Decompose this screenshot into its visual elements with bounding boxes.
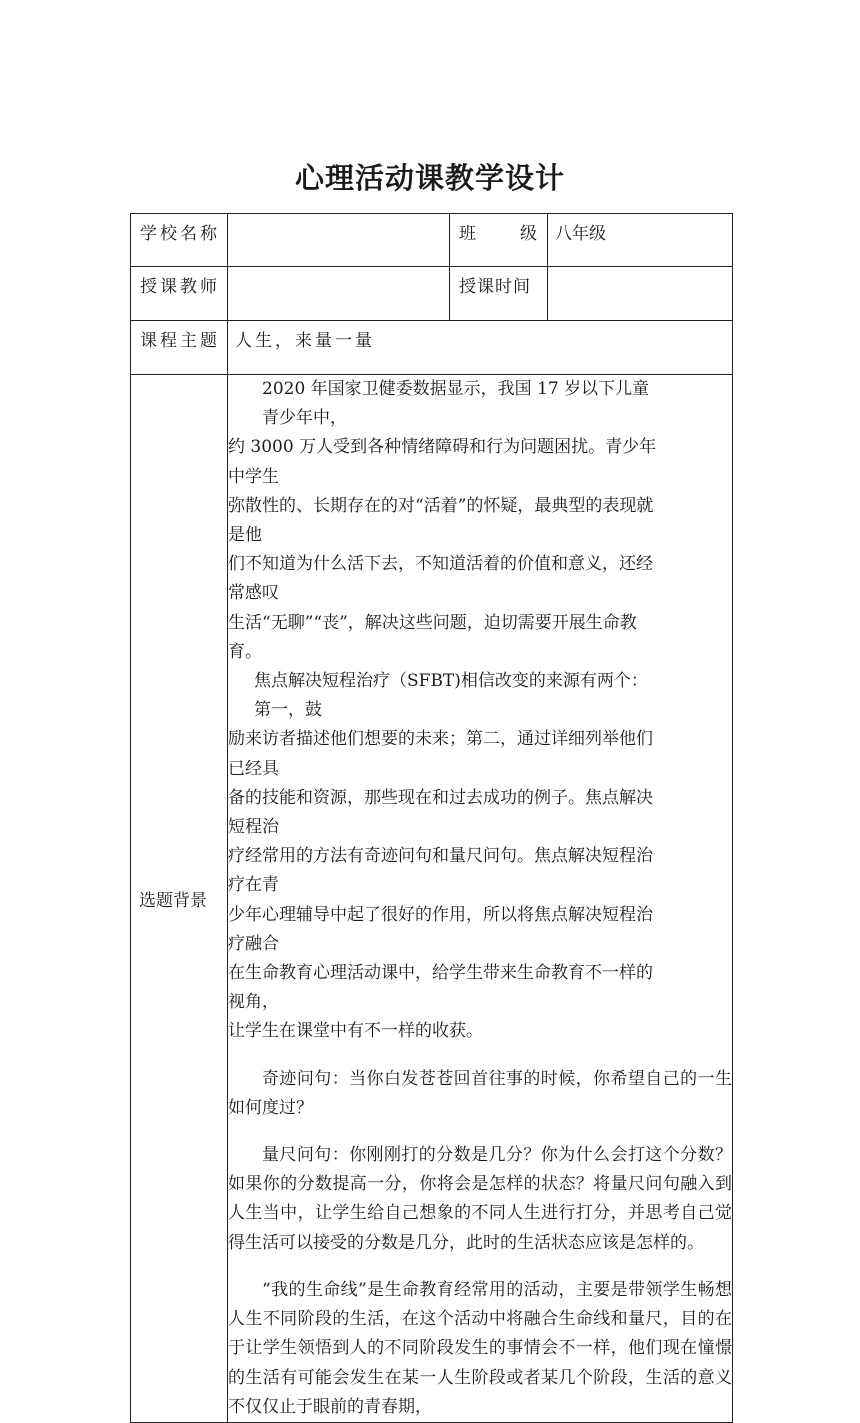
- class-label: [450, 214, 547, 244]
- class-label-part-a: 班: [459, 224, 476, 244]
- teacher-label: 授课教师: [140, 277, 220, 297]
- row-school: [131, 214, 733, 267]
- time-value: [548, 267, 732, 272]
- teacher-value-cell: [228, 267, 450, 321]
- school-value: [228, 214, 449, 219]
- theme-label: 课程主题: [140, 331, 220, 351]
- school-label: 学校名称: [140, 224, 220, 244]
- p1-line-2: 约 3000 万人受到各种情绪障碍和行为问题困扰。青少年中学生: [228, 437, 657, 487]
- p2-line-3: 备的技能和资源，那些现在和过去成功的例子。焦点解决短程治: [228, 787, 653, 838]
- theme-value: 人生，来量一量: [235, 331, 375, 351]
- p2-line-6: 在生命教育心理活动课中，给学生带来生命教育不一样的视角，: [228, 963, 653, 1013]
- row-background: [131, 375, 733, 1423]
- background-content: [228, 375, 733, 1423]
- background-paragraph-3: 奇迹问句：当你白发苍苍回首往事的时候，你希望自己的一生如何度过？: [228, 1068, 732, 1118]
- lesson-design-table: [130, 213, 733, 1423]
- theme-value-cell: [228, 321, 733, 375]
- background-paragraph-4: 量尺问句：你刚刚打的分数是几分？你为什么会打这个分数？如果你的分数提高一分，你将会是怎样的状态？将量尺问句融入到人生当中，让学生给自己想象的不同人生进行打分，并思考自己觉得生活可以接受的分数是几分，此时的生活状态应该是怎样的。: [228, 1145, 732, 1253]
- theme-label-cell: [131, 321, 228, 375]
- p2-line-2: 励来访者描述他们想要的未来；第二，通过详细列举他们已经具: [228, 729, 653, 779]
- school-label-cell: [131, 214, 228, 267]
- class-label-cell: [450, 214, 548, 267]
- p2-line-4: 疗经常用的方法有奇迹问句和量尺问句。焦点解决短程治疗在青: [228, 846, 653, 896]
- row-teacher: [131, 267, 733, 321]
- row-theme: [131, 321, 733, 375]
- p2-line-5: 少年心理辅导中起了很好的作用，所以将焦点解决短程治疗融合: [228, 904, 653, 954]
- p1-line-5: 生活“无聊”“丧”，解决这些问题，迫切需要开展生命教育。: [228, 612, 637, 662]
- background-paragraph-2: [228, 667, 660, 1047]
- p2-line-1: 焦点解决短程治疗（SFBT)相信改变的来源有两个：第一，鼓: [254, 671, 648, 721]
- p1-line-4: 们不知道为什么活下去，不知道活着的价值和意义，还经常感叹: [228, 554, 653, 604]
- p1-line-1: 2020 年国家卫健委数据显示，我国 17 岁以下儿童青少年中，: [262, 379, 650, 429]
- class-label-part-b: 级: [520, 224, 537, 244]
- class-value: 八年级: [555, 224, 606, 244]
- page-title: 心理活动课教学设计: [294, 161, 565, 195]
- time-value-cell: [548, 267, 733, 321]
- p2-line-7: 让学生在课堂中有不一样的收获。: [228, 1021, 483, 1042]
- teacher-label-cell: [131, 267, 228, 321]
- time-label: 授课时间: [459, 277, 531, 297]
- teacher-value: [228, 267, 449, 272]
- time-label-cell: [450, 267, 548, 321]
- school-value-cell: [228, 214, 450, 267]
- background-label: 选题背景: [131, 375, 228, 1423]
- class-value-cell: [548, 214, 733, 267]
- background-paragraph-1: [228, 375, 660, 667]
- p1-line-3: 弥散性的、长期存在的对“活着”的怀疑，最典型的表现就是他: [228, 495, 654, 546]
- background-paragraph-5: “我的生命线”是生命教育经常用的活动，主要是带领学生畅想人生不同阶段的生活，在这个活动中将融合生命线和量尺，目的在于让学生领悟到人的不同阶段发生的事情会不一样，他们现在憧憬的生活有可能会发生在某一人生阶段或者某几个阶段，生活的意义不仅仅止于眼前的青春期，: [228, 1279, 732, 1417]
